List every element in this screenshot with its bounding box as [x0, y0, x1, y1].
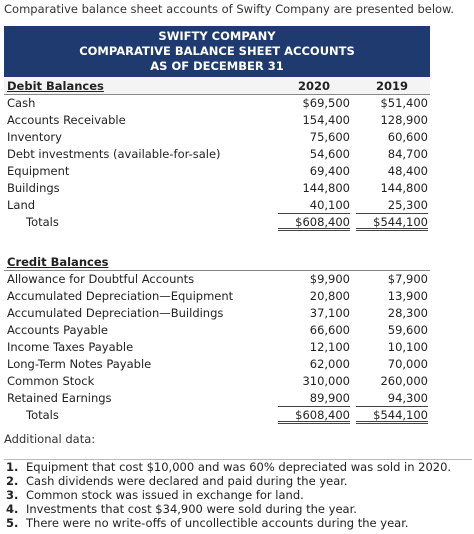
- value-2020: 20,800: [309, 289, 350, 303]
- value-2019: 60,600: [387, 130, 428, 144]
- row-label: Land: [7, 198, 36, 212]
- row-label: Retained Earnings: [7, 391, 112, 405]
- balance-sheet-table: [4, 26, 430, 424]
- row-label: Buildings: [7, 181, 60, 195]
- credit-heading-row: [4, 253, 430, 271]
- note-text: Equipment that cost $10,000 and was 60% depreciated was sold in 2020.: [26, 460, 452, 474]
- year-2020-header: 2020: [297, 79, 330, 93]
- table-row: [4, 288, 430, 305]
- value-2019: $51,400: [380, 96, 428, 110]
- value-2020: 89,900: [278, 390, 350, 407]
- year-2019-header: 2019: [375, 79, 408, 93]
- table-row: [4, 305, 430, 322]
- value-2019: 59,600: [387, 323, 428, 337]
- row-label: Accounts Payable: [7, 323, 108, 337]
- note-item: [4, 474, 472, 488]
- table-title: COMPARATIVE BALANCE SHEET ACCOUNTS: [79, 44, 355, 58]
- note-number: 3.: [6, 488, 19, 502]
- table-row: [4, 373, 430, 390]
- intro-text: Comparative balance sheet accounts of Swifty Company are presented below.: [4, 2, 455, 16]
- note-number: 5.: [6, 516, 19, 530]
- debit-rows: [4, 95, 430, 214]
- value-2020: 54,600: [309, 147, 350, 161]
- credit-total-2020: $608,400: [278, 407, 350, 424]
- row-label: Accounts Receivable: [7, 113, 126, 127]
- value-2020: 66,600: [309, 323, 350, 337]
- debit-heading-row: [4, 77, 430, 95]
- row-label: Income Taxes Payable: [7, 340, 134, 354]
- table-row: [4, 129, 430, 146]
- table-row: [4, 390, 430, 407]
- table-row: [4, 163, 430, 180]
- note-number: 4.: [6, 502, 19, 516]
- note-item: [4, 516, 472, 530]
- credit-heading: Credit Balances: [7, 255, 109, 269]
- note-item: [4, 502, 472, 516]
- value-2019: 260,000: [380, 374, 428, 388]
- value-2020: 69,400: [309, 164, 350, 178]
- row-label: Equipment: [7, 164, 70, 178]
- table-row: [4, 339, 430, 356]
- debit-total-2019: $544,100: [356, 214, 428, 231]
- value-2020: 154,400: [302, 113, 350, 127]
- table-row: [4, 197, 430, 214]
- value-2020: 40,100: [278, 197, 350, 214]
- note-text: Common stock was issued in exchange for land.: [26, 488, 304, 502]
- value-2019: 48,400: [387, 164, 428, 178]
- total-label: Totals: [26, 215, 59, 229]
- row-label: Common Stock: [7, 374, 95, 388]
- note-text: Cash dividends were declared and paid during the year.: [26, 474, 348, 488]
- table-row: [4, 95, 430, 112]
- table-date: AS OF DECEMBER 31: [150, 59, 284, 73]
- row-label: Debt investments (available-for-sale): [7, 147, 221, 161]
- value-2020: 37,100: [309, 306, 350, 320]
- row-label: Long-Term Notes Payable: [7, 357, 152, 371]
- credit-total-row: [4, 407, 430, 424]
- value-2020: 75,600: [309, 130, 350, 144]
- note-item: [4, 460, 472, 474]
- row-label: Allowance for Doubtful Accounts: [7, 272, 195, 286]
- credit-rows: [4, 271, 430, 407]
- value-2020: $9,900: [309, 272, 350, 286]
- table-row: [4, 271, 430, 288]
- table-row: [4, 322, 430, 339]
- additional-data-label: Additional data:: [4, 432, 96, 446]
- table-row: [4, 180, 430, 197]
- value-2020: 62,000: [309, 357, 350, 371]
- note-text: Investments that cost $34,900 were sold during the year.: [26, 502, 357, 516]
- value-2019: 13,900: [387, 289, 428, 303]
- note-number: 2.: [6, 474, 19, 488]
- value-2020: 310,000: [302, 374, 350, 388]
- value-2019: 70,000: [387, 357, 428, 371]
- value-2019: 128,900: [380, 113, 428, 127]
- value-2020: 12,100: [309, 340, 350, 354]
- value-2020: 144,800: [302, 181, 350, 195]
- row-label: Accumulated Depreciation—Buildings: [7, 306, 224, 320]
- value-2019: 28,300: [387, 306, 428, 320]
- notes-list: [4, 459, 472, 530]
- credit-total-2019: $544,100: [356, 407, 428, 424]
- value-2020: $69,500: [302, 96, 350, 110]
- note-item: [4, 488, 472, 502]
- value-2019: $7,900: [387, 272, 428, 286]
- row-label: Accumulated Depreciation—Equipment: [7, 289, 234, 303]
- table-row: [4, 356, 430, 373]
- debit-total-row: [4, 214, 430, 231]
- debit-total-2020: $608,400: [278, 214, 350, 231]
- row-label: Cash: [7, 96, 36, 110]
- value-2019: 94,300: [356, 390, 428, 407]
- row-label: Inventory: [7, 130, 62, 144]
- table-row: [4, 146, 430, 163]
- value-2019: 84,700: [387, 147, 428, 161]
- note-number: 1.: [6, 460, 19, 474]
- value-2019: 25,300: [356, 197, 428, 214]
- debit-heading: Debit Balances: [7, 79, 104, 93]
- note-text: There were no write-offs of uncollectible accounts during the year.: [26, 516, 409, 530]
- table-header: [4, 26, 430, 77]
- total-label: Totals: [26, 408, 59, 422]
- table-row: [4, 112, 430, 129]
- value-2019: 144,800: [380, 181, 428, 195]
- company-name: SWIFTY COMPANY: [158, 29, 276, 43]
- value-2019: 10,100: [387, 340, 428, 354]
